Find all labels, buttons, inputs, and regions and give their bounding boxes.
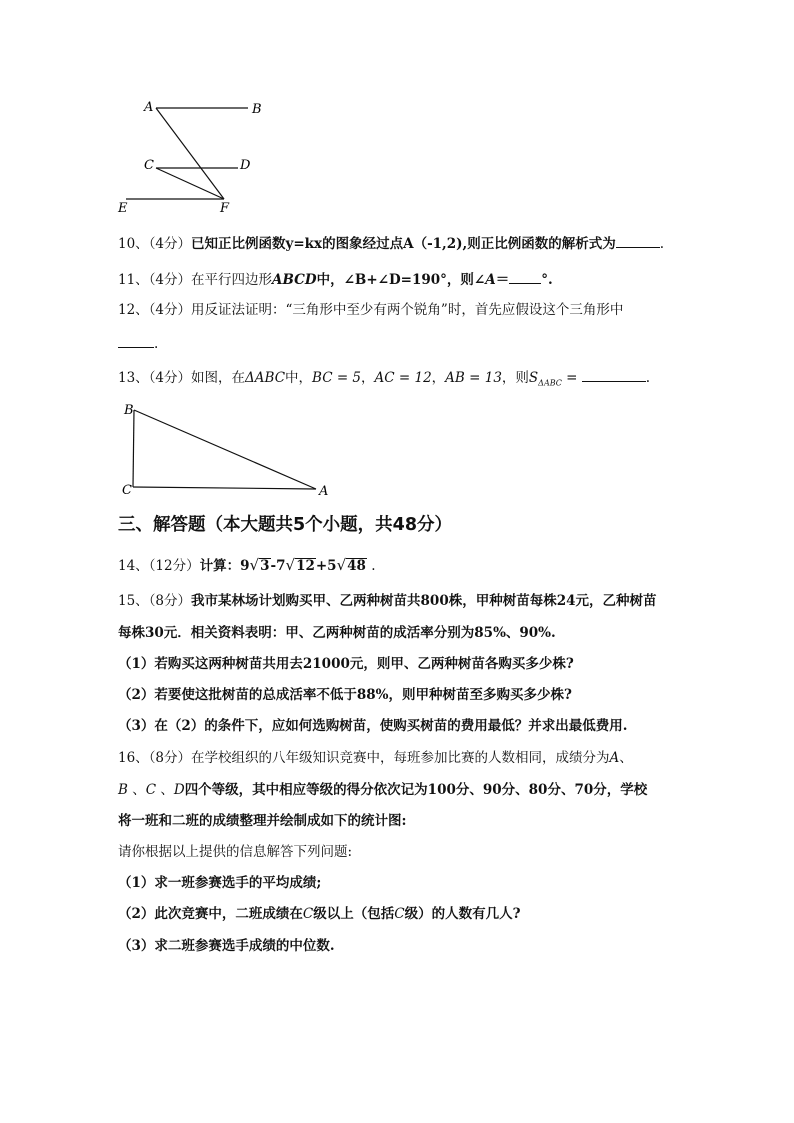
- period: .: [154, 336, 159, 352]
- question-16-line-1: [118, 749, 633, 767]
- label-d: D: [240, 158, 251, 173]
- question-text: 用反证法证明：“三角形中至少有两个锐角”时，首先应假设这个三角形中: [191, 302, 624, 318]
- question-15-sub-3: （3）在（2）的条件下，应如何选购树苗，使购买树苗的费用最低？并求出最低费用.: [118, 718, 628, 734]
- separator: 、: [127, 782, 146, 798]
- side-ab: [134, 410, 316, 489]
- answer-blank[interactable]: [616, 234, 660, 248]
- answer-blank[interactable]: [582, 368, 646, 382]
- section-heading: 三、解答题（本大题共5个小题，共48分）: [118, 515, 453, 535]
- question-16-line-2: [118, 781, 647, 799]
- question-text-mid: 中，∠B+∠D=190°，则∠: [316, 272, 486, 288]
- right-triangle-figure: [116, 400, 336, 500]
- question-text: 如图，在: [191, 370, 246, 386]
- equals: =: [561, 370, 578, 386]
- sub-text: （2）此次竞赛中，二班成绩在: [118, 906, 303, 922]
- triangle-name: ΔABC: [245, 370, 286, 386]
- segment-af: [156, 108, 224, 199]
- period: .: [659, 236, 665, 252]
- side-ca: [133, 487, 316, 489]
- question-12: [118, 301, 623, 319]
- answer-blank[interactable]: [509, 270, 541, 284]
- question-14: 14、（12分）计算：9√3-7√12+5√48 .: [118, 556, 376, 574]
- question-16-sub-3: （3）求二班参赛选手成绩的中位数.: [118, 938, 335, 954]
- grade-c: C: [302, 906, 314, 922]
- area-subscript: ΔABC: [538, 378, 562, 388]
- grade-a: A: [609, 750, 620, 766]
- grade-c: C: [394, 906, 405, 922]
- question-number: 16、: [118, 750, 149, 766]
- comma: ，: [431, 370, 446, 386]
- question-15-sub-1: （1）若购买这两种树苗共用去21000元，则甲、乙两种树苗各购买多少株?: [118, 656, 574, 672]
- label-a: A: [319, 484, 329, 499]
- question-11: [118, 270, 553, 289]
- question-score: （4分）: [148, 302, 192, 318]
- question-16-sub-1: （1）求一班参赛选手的平均成绩;: [118, 875, 322, 891]
- separator: 、: [619, 750, 633, 766]
- question-16-line-3: 将一班和二班的成绩整理并绘制成如下的统计图:: [118, 813, 407, 829]
- minus-seven: -7: [270, 558, 286, 574]
- parallelogram-name: ABCD: [272, 272, 317, 288]
- question-number: 15、: [118, 593, 149, 609]
- area-symbol: S: [528, 370, 539, 386]
- text-zhong: 中，: [285, 370, 313, 386]
- label-f: F: [220, 201, 230, 216]
- label-c: C: [144, 158, 154, 173]
- grade-c: C: [145, 782, 157, 798]
- ab-value: AB = 13: [445, 370, 502, 386]
- question-score: （8分）: [148, 750, 192, 766]
- question-number: 12、: [118, 302, 149, 318]
- label-e: E: [118, 201, 128, 216]
- question-text: 我市某林场计划购买甲、乙两种树苗共800株，甲种树苗每株24元，乙种树苗: [191, 593, 657, 609]
- question-text: 已知正比例函数y=kx的图象经过点A（-1,2),则正比例函数的解析式为: [191, 236, 616, 252]
- period: .: [645, 370, 651, 386]
- label-a: A: [144, 100, 154, 115]
- answer-blank[interactable]: [118, 334, 154, 348]
- question-15-line-1: [118, 592, 657, 610]
- question-number: 10、: [118, 236, 149, 252]
- side-bc: [133, 410, 134, 487]
- question-16-line-4: 请你根据以上提供的信息解答下列问题:: [118, 844, 353, 860]
- separator: 、: [156, 782, 174, 798]
- question-number: 13、: [118, 370, 149, 386]
- question-score: （4分）: [148, 370, 192, 386]
- question-text: 四个等级，其中相应等级的得分依次记为100分、90分、80分、70分，学校: [184, 782, 648, 798]
- bc-value: BC = 5: [312, 370, 362, 386]
- question-number: 11、: [118, 272, 149, 288]
- question-13: [118, 368, 650, 393]
- question-16-sub-2: [118, 905, 521, 923]
- sub-text: 级以上（包括: [313, 906, 395, 922]
- comma: ，: [361, 370, 375, 386]
- question-score: （4分）: [148, 236, 192, 252]
- radicand-2: 12: [296, 558, 315, 574]
- plus-five: +5: [315, 558, 337, 574]
- label-b: B: [124, 403, 134, 418]
- segment-cf: [156, 168, 224, 199]
- parallel-lines-figure: [112, 96, 272, 221]
- grade-d: D: [173, 782, 185, 798]
- question-10: [118, 234, 664, 253]
- angle-a: A: [485, 272, 496, 288]
- question-text: 在平行四边形: [191, 272, 273, 288]
- question-score: （4分）: [148, 272, 192, 288]
- radicand-3: 48: [347, 558, 366, 574]
- question-text: 计算：9: [199, 558, 250, 574]
- sub-text: 级）的人数有几人?: [404, 906, 521, 922]
- label-b: B: [252, 102, 262, 117]
- ac-value: AC = 12: [374, 370, 432, 386]
- question-score: （8分）: [148, 593, 192, 609]
- radicand-1: 3: [260, 558, 270, 574]
- question-15-line-2: 每株30元．相关资料表明：甲、乙两种树苗的成活率分别为85%、90%.: [118, 625, 556, 641]
- question-text: 在学校组织的八年级知识竞赛中，每班参加比赛的人数相同，成绩分为: [191, 750, 610, 766]
- degree-period: °.: [541, 272, 553, 288]
- question-number: 14、: [118, 558, 149, 574]
- equals: ＝: [495, 272, 510, 288]
- text-ze: ，则: [501, 370, 529, 386]
- grade-b: B: [118, 782, 128, 798]
- question-score: （12分）: [148, 558, 200, 574]
- label-c: C: [122, 483, 132, 498]
- question-12-answer-line: [118, 334, 158, 353]
- question-15-sub-2: （2）若要使这批树苗的总成活率不低于88%，则甲种树苗至多购买多少株?: [118, 687, 572, 703]
- period: .: [371, 558, 376, 574]
